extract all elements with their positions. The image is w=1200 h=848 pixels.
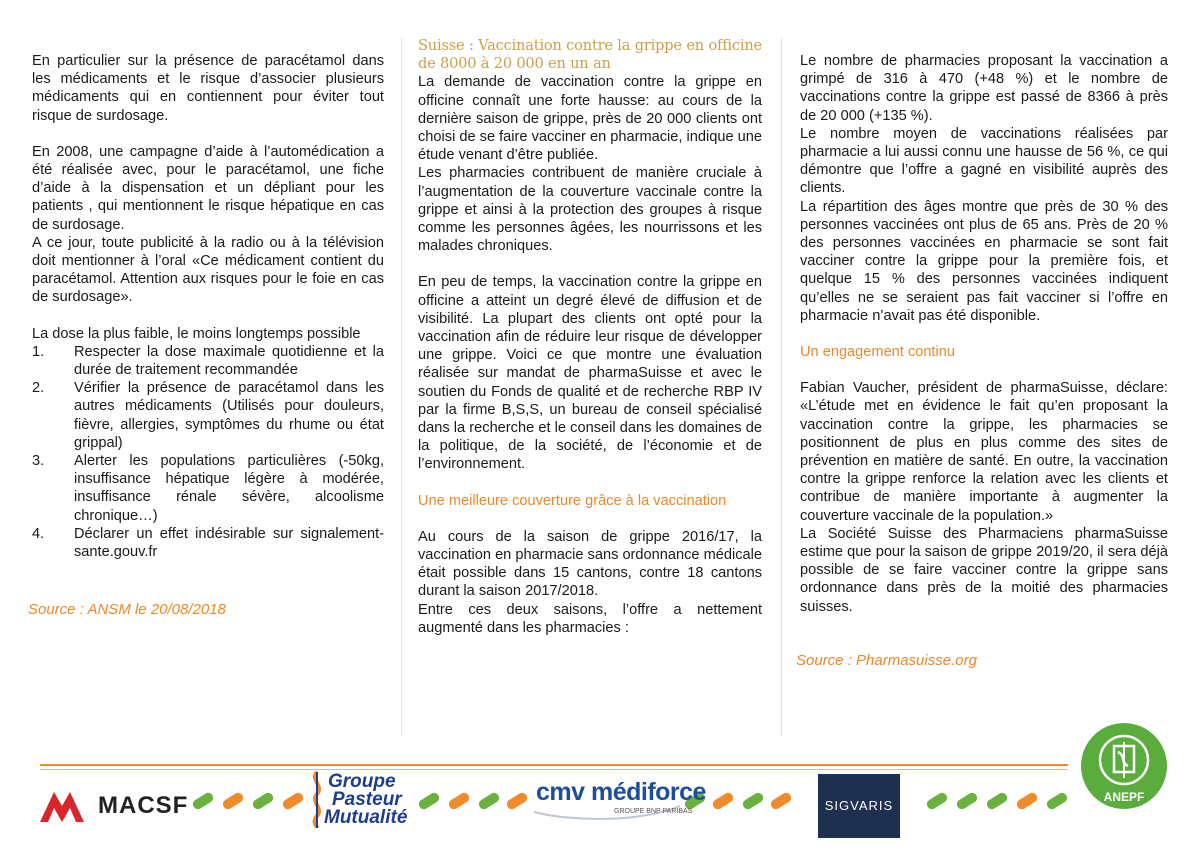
pill-icon <box>955 791 979 811</box>
column-divider <box>401 38 402 736</box>
paragraph: En 2008, une campagne d’aide à l’automédication a été réalisée avec, pour le paracétamol, une fiche d’aide à la dispensation et un dépliant pour les patients , qui mentionnent le risque hépatique en cas de surdosage. <box>32 143 384 233</box>
pill-icon <box>221 791 245 811</box>
source-note: Source : ANSM le 20/08/2018 <box>28 601 226 619</box>
list-item: 2. Vérifier la présence de paracétamol dans les autres médicaments (Utilisés pour douleurs, fièvre, allergies, symptômes du rhume ou état grippal) <box>32 380 384 451</box>
column-divider <box>781 38 782 736</box>
footer-rule <box>40 769 1068 770</box>
list-title: La dose la plus faible, le moins longtemps possible <box>32 325 361 342</box>
list-item: 4. Déclarer un effet indésirable sur signalement-sante.gouv.fr <box>32 525 384 561</box>
groupe-pasteur-mutualite-logo: Groupe Pasteur Mutualité <box>306 770 416 830</box>
pill-icon <box>251 791 275 811</box>
paragraph: Le nombre moyen de vaccinations réalisées par pharmacie a lui aussi connu une hausse de 56 %, ce qui démontre que l’offre a gagné en visibilité auprès des clients. <box>800 125 1168 197</box>
pill-icon <box>741 791 765 811</box>
section-subtitle: Une meilleure couverture grâce à la vaccination <box>418 492 727 509</box>
paragraph: Entre ces deux saisons, l’offre a nettement augmenté dans les pharmacies : <box>418 601 762 636</box>
source-note: Source : Pharmasuisse.org <box>796 651 977 669</box>
article-title: Suisse : Vaccination contre la grippe en officine de 8000 à 20 000 en un an <box>418 37 762 73</box>
paragraph: Les pharmacies contribuent de manière cruciale à l’augmentation de la couverture vaccinale contre la grippe et ainsi à la protection des groupes à risque comme les personnes âgées, les nourrissons et les malades chroniques. <box>418 165 762 255</box>
paragraph: La répartition des âges montre que près de 30 % des personnes vaccinées ont plus de 65 ans. Près de 20 % des personnes vaccinées en pharmacie se sont fait vacciner contre la grippe pour la première fois, et quelque 15 % des personnes vaccinées indiquent qu’elles ne se seraient pas fait vacciner si l’offre en pharmacie n’avait pas été disponible. <box>800 198 1168 324</box>
macsf-mark-icon <box>40 782 94 822</box>
column-left <box>28 52 384 619</box>
pill-icon <box>417 791 441 811</box>
pill-icon <box>281 791 305 811</box>
cmv-mediforce-logo: cmv médiforce GROUPE BNP PARIBAS <box>532 778 682 822</box>
anepf-logo <box>1080 722 1168 810</box>
column-right <box>796 52 1168 670</box>
column-middle <box>418 37 762 637</box>
paragraph: La demande de vaccination contre la grippe en officine connaît une forte hausse: au cours de la dernière saison de grippe, près de 20 000 clients ont choisi de se faire vacciner en pharmacie, indique une étude venant d’être publiée. <box>418 74 762 164</box>
paragraph: Fabian Vaucher, président de pharmaSuisse, déclare: «L’étude met en évidence le fait qu’en proposant la vaccination contre la grippe, les pharmacies se positionnent de plus en plus comme des sites de prévention en matière de santé. En outre, la vaccination contre la grippe renforce la relation avec les clients et contribue de manière importante à augmenter la couverture vaccinale de la population.» <box>800 380 1168 524</box>
pill-icon <box>711 791 735 811</box>
pill-icon <box>505 791 529 811</box>
svg-text:ANEPF: ANEPF <box>1103 790 1145 804</box>
paragraph: Le nombre de pharmacies proposant la vaccination a grimpé de 316 à 470 (+48 %) et le nombre de vaccinations contre la grippe est passé de 8366 à près de 20 000 (+135 %). <box>800 53 1168 124</box>
paragraph: La Société Suisse des Pharmaciens pharmaSuisse estime que pour la saison de grippe 2019/20, il sera déjà possible de se faire vacciner contre la grippe sans ordonnance dans près de la moitié des pharmacies suisses. <box>800 525 1168 615</box>
list-item: 3. Alerter les populations particulières (-50kg, insuffisance hépatique légère à modérée, insuffisance rénale sévère, alcoolisme chronique…) <box>32 453 384 524</box>
paragraph: A ce jour, toute publicité à la radio ou à la télévision doit mentionner à l’oral «Ce médicament contient du paracétamol. Attention aux risques pour le foie en cas de surdosage». <box>32 234 384 306</box>
pill-icon <box>769 791 793 811</box>
pill-icon <box>477 791 501 811</box>
paragraph: En peu de temps, la vaccination contre la grippe en officine a atteint un degré élevé de diffusion et de visibilité. La plupart des clients ont opté pour la vaccination afin de réduire leur risque de développer une grippe. Voici ce que montre une évaluation réalisée sur mandat de pharmaSuisse et avec le soutien du Fonds de qualité et de recherche RBP IV par la firme B,S,S, un bureau de conseil spécialisé dans la recherche et le conseil dans les domaines de la politique, de la société, de l’économie et de l’environnement. <box>418 274 762 473</box>
paragraph: En particulier sur la présence de paracétamol dans les médicaments et le risque d’associer plusieurs médicaments qui en contiennent pour éviter tout risque de surdosage. <box>32 53 384 124</box>
pill-icon <box>447 791 471 811</box>
paragraph: Au cours de la saison de grippe 2016/17, la vaccination en pharmacie sans ordonnance médicale était possible dans 15 cantons, contre 18 cantons durant la saison 2017/2018. <box>418 528 762 600</box>
section-subtitle: Un engagement continu <box>800 344 955 361</box>
anepf-emblem-icon <box>1080 722 1168 810</box>
pill-icon <box>925 791 949 811</box>
footer-rule <box>40 764 1068 766</box>
pill-icon <box>1015 791 1039 811</box>
sigvaris-logo: SIGVARIS <box>818 774 900 838</box>
list-item: 1. Respecter la dose maximale quotidienne et la durée de traitement recommandée <box>32 343 384 379</box>
macsf-logo: MACSF <box>40 782 195 822</box>
pill-icon <box>985 791 1009 811</box>
pill-icon <box>1045 791 1069 811</box>
